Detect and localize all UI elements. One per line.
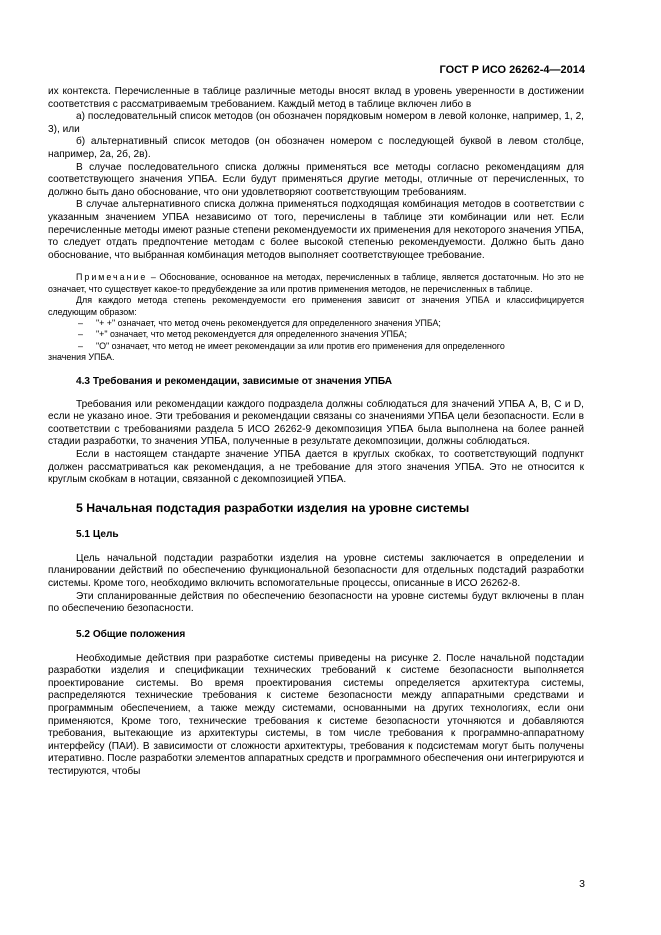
note-paragraph: Для каждого метода степень рекомендуемости его применения зависит от значения УПБА и классифицируется следующим образом: — [48, 295, 584, 317]
page-content — [48, 86, 584, 779]
dash-item — [48, 318, 584, 329]
paragraph: Требования или рекомендации каждого подраздела должны соблюдаться для значений УПБА А, В, С и D, если не указано иное. Эти требования и рекомендации связаны со значениями УПБА цели безопасности. Если в соответствии с требованиями раздела 5 ИСО 26262-9 декомпозиция УПБА была выполнена на более ранней стадии разработки, то значения УПБА, полученные в результате декомпозиции, должны соблюдаться. — [48, 398, 584, 448]
paragraph: их контекста. Перечисленные в таблице различные методы вносят вклад в уровень уверенности в достижении соответствия с рассматриваемым требованием. Каждый метод в таблице включен либо в — [48, 86, 584, 110]
standard-header: ГОСТ Р ИСО 26262-4—2014 — [439, 64, 585, 76]
paragraph: Эти спланированные действия по обеспечению безопасности на уровне системы будут включены в план по обеспечению безопасности. — [48, 590, 584, 615]
paragraph: В случае последовательного списка должны применяться все методы согласно рекомендациям для соответствующего значения УПБА. Если будут применяться другие методы, отличные от перечисленных, то должно быть дано обоснование, что они удовлетворяют соответствующим требованиям. — [48, 161, 584, 198]
list-item-a: а) последовательный список методов (он обозначен порядковым номером в левой колонке, например, 1, 2, 3), или — [48, 111, 584, 135]
section-heading-5-2: 5.2 Общие положения — [76, 628, 186, 640]
paragraph: Необходимые действия при разработке системы приведены на рисунке 2. После начальной подстадии разработки изделия и спецификации технических требований к системе безопасности выполняется проектирование системы. Во время проектирования системы определяется архитектура системы, распределяются технические требования к системе безопасности между аппаратными средствами и программным обеспечением, а также между системами, основанными на других технологиях, если они применяются, Кроме того, технические требования к системе безопасности уточняются и добавляются требования, вытекающие из архитектуры системы, в том числе требования к программно-аппаратному интерфейсу (ПАИ). В зависимости от сложности архитектуры, требования к подсистемам могут быть получены итеративно. После разработки элементов аппаратных средств и программного обеспечения они интегрируются и тестируются, чтобы — [48, 652, 584, 778]
dash-item-continuation: значения УПБА. — [48, 352, 115, 363]
dash-item-text: "+ +" означает, что метод очень рекомендуется для определенного значения УПБА; — [96, 317, 441, 328]
dash-mark: – — [78, 329, 83, 340]
page-number: 3 — [579, 878, 585, 890]
section-heading-5: 5 Начальная подстадия разработки изделия на уровне системы — [76, 500, 470, 515]
dash-item-text: "О" означает, что метод не имеет рекомендации за или против его применения для определенного — [96, 340, 505, 351]
note-text: – Обоснование, основанное на методах, перечисленных в таблице, является достаточным. Но это не означает, что существует какое-то предубеждение за или против применения методов, не перечисленных в таблице. — [48, 272, 584, 294]
dash-item — [48, 341, 584, 352]
paragraph: Цель начальной подстадии разработки изделия на уровне системы заключается в определении и планировании действий по обеспечению функциональной безопасности для отдельных подстадий разработки системы. Кроме того, необходимо включить вспомогательные процессы, описанные в ИСО 26262-8. — [48, 552, 584, 589]
dash-mark: – — [78, 317, 83, 328]
dash-item-text: "+" означает, что метод рекомендуется для определенного значения УПБА; — [96, 329, 407, 340]
section-heading-4-3: 4.3 Требования и рекомендации, зависимые от значения УПБА — [76, 375, 393, 387]
note-label: Примечание — [76, 272, 148, 283]
section-heading-5-1: 5.1 Цель — [76, 528, 119, 540]
dash-item — [48, 329, 584, 340]
note — [48, 272, 584, 295]
dash-mark: – — [78, 340, 83, 351]
paragraph: В случае альтернативного списка должна применяться подходящая комбинация методов в соответствии с указанным значением УПБА независимо от того, перечислены в таблице эти комбинации или нет. Если перечисленные методы имеют разные степени рекомендуемости их применения для некоторого значения УПБА, то следует отдать предпочтение методам с более высокой степенью рекомендуемости. Должно быть дано обоснование, что выбранная комбинация методов выполняет соответствующее требование. — [48, 199, 584, 261]
paragraph: Если в настоящем стандарте значение УПБА дается в круглых скобках, то соответствующий подпункт должен рассматриваться как рекомендация, а не требование для этого значения УПБА. Это не относится к круглым скобкам в нотации, связанной с декомпозицией УПБА. — [48, 448, 584, 486]
list-item-b: б) альтернативный список методов (он обозначен номером с последующей буквой в левом столбце, например, 2а, 2б, 2в). — [48, 136, 584, 160]
